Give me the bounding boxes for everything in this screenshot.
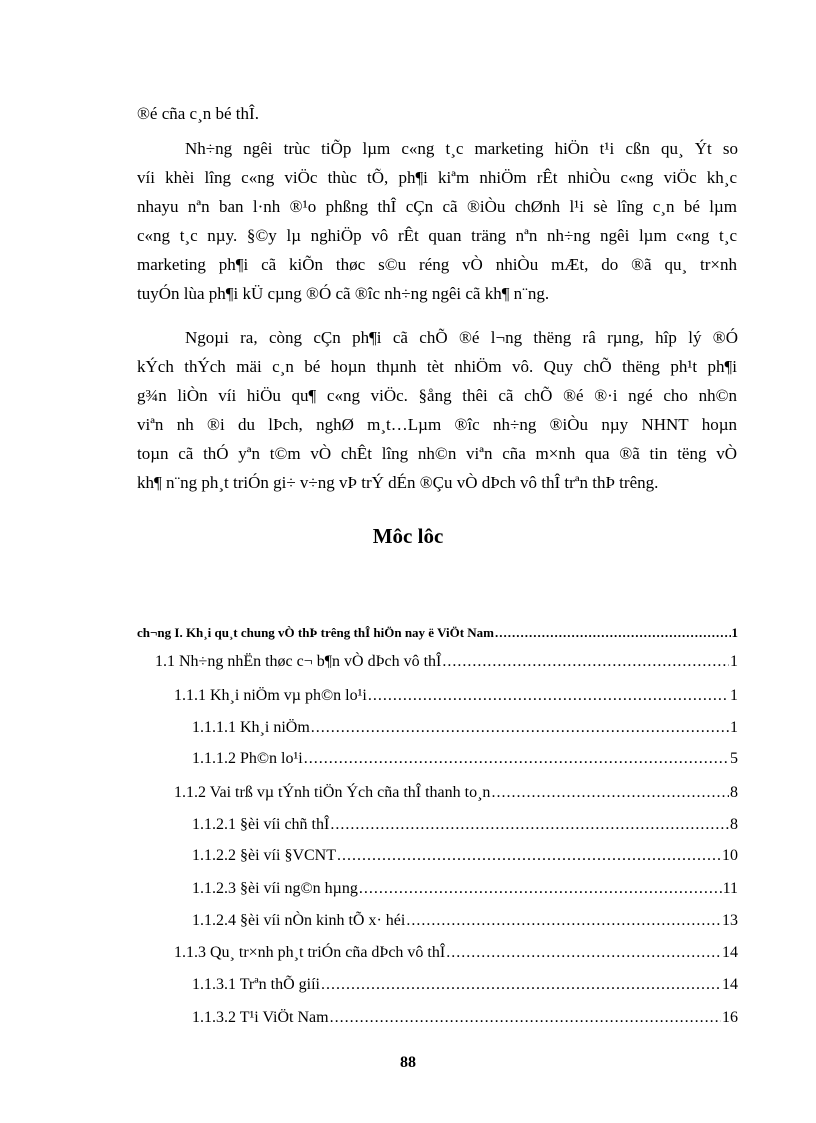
toc-entry[interactable] [174, 942, 738, 964]
toc-entry-page: 10 [722, 847, 738, 864]
body-text-line: kÝch thÝch mäi c¸n bé hoµn thµnh tèt nhiÖm vô. Quy chÕ thëng ph¹t ph¶i [137, 357, 737, 376]
toc-entry-page: 16 [722, 1009, 738, 1026]
toc-leader-dots [368, 685, 729, 707]
toc-entry-label: 1.1.2.2 §èi víi §VCNT [192, 847, 336, 864]
toc-entry-page: 8 [730, 784, 738, 801]
toc-leader-dots [406, 910, 721, 932]
toc-entry-page: 1 [730, 653, 738, 670]
toc-leader-dots [337, 845, 721, 867]
toc-entry-label: 1.1 Nh÷ng nhËn thøc c¬ b¶n vÒ dÞch vô thÎ [155, 653, 442, 670]
body-text-line: Nh÷ng ngêi trùc tiÕp lµm c«ng t¸c marketing hiÖn t¹i cßn qu¸ Ýt so [185, 139, 738, 158]
toc-entry-page: 13 [722, 912, 738, 929]
toc-entry-label: 1.1.1.1 Kh¸i niÖm [192, 719, 310, 736]
toc-entry-page: 8 [730, 816, 738, 833]
toc-heading: Môc lôc [372, 524, 444, 548]
toc-entry[interactable] [192, 845, 738, 867]
toc-entry-label: 1.1.2 Vai trß vµ tÝnh tiÖn Ých cña thÎ thanh to¸n [174, 784, 491, 801]
toc-leader-dots [304, 748, 729, 770]
toc-entry[interactable] [174, 685, 738, 707]
toc-entry-label: ch¬ng I. Kh¸i qu¸t chung vÒ thÞ trêng thÎ hiÖn nay ë ViÖt Nam [137, 625, 495, 640]
body-text-line: tuyÓn lùa ph¶i kÜ cµng ®Ó cã ®îc nh÷ng ngêi cã kh¶ n¨ng. [137, 284, 550, 303]
toc-leader-dots [446, 942, 721, 964]
toc-entry[interactable] [192, 974, 738, 996]
toc-entry-label: 1.1.1.2 Ph©n lo¹i [192, 750, 303, 767]
toc-entry-label: 1.1.3.1 Trªn thÕ giíi [192, 976, 320, 993]
toc-entry-label: 1.1.2.1 §èi víi chñ thÎ [192, 816, 330, 833]
body-text-line: marketing ph¶i cã kiÕn thøc s©u réng vÒ nhiÒu mÆt, do ®ã qu¸ tr×nh [137, 255, 737, 274]
toc-entry-label: 1.1.3 Qu¸ tr×nh ph¸t triÓn cña dÞch vô thÎ [174, 944, 446, 961]
toc-entry-page: 5 [730, 750, 738, 767]
toc-entry-label: 1.1.1 Kh¸i niÖm vµ ph©n lo¹i [174, 687, 367, 704]
body-text-line: c«ng t¸c nµy. §©y lµ nghiÖp vô rÊt quan träng nªn nh÷ng ngêi lµm c«ng t¸c [137, 226, 737, 245]
toc-entry[interactable] [137, 622, 738, 644]
toc-leader-dots [491, 782, 729, 804]
toc-leader-dots [359, 878, 722, 900]
toc-entry[interactable] [192, 748, 738, 770]
toc-entry[interactable] [192, 878, 738, 900]
toc-entry[interactable] [174, 782, 738, 804]
toc-entry[interactable] [192, 910, 738, 932]
body-text-line: nhayu nªn ban l·nh ®¹o phßng thÎ cÇn cã ®iÒu chØnh l¹i sè lîng c¸n bé lµm [137, 197, 737, 216]
body-text-line: g¾n liÒn víi hiÖu qu¶ c«ng viÖc. §ång thêi cã chÕ ®é ®·i ngé cho nh©n [137, 386, 737, 405]
toc-entry[interactable] [192, 814, 738, 836]
toc-leader-dots [442, 651, 729, 673]
body-text-line: víi khèi lîng c«ng viÖc thùc tÕ, ph¶i kiªm nhiÖm rÊt nhiÒu c«ng viÖc kh¸c [137, 168, 737, 187]
toc-leader-dots [495, 622, 730, 644]
toc-entry-page: 1 [731, 625, 738, 640]
toc-entry[interactable] [155, 651, 738, 673]
body-text-line: kh¶ n¨ng ph¸t triÓn gi÷ v÷ng vÞ trÝ dÉn ®Çu vÒ dÞch vô thÎ trªn thÞ trêng. [137, 473, 659, 492]
toc-entry-page: 1 [730, 719, 738, 736]
toc-leader-dots [330, 814, 729, 836]
toc-entry-page: 14 [722, 976, 738, 993]
toc-entry-page: 14 [722, 944, 738, 961]
toc-entry-label: 1.1.2.3 §èi víi ng©n hµng [192, 880, 358, 897]
toc-entry-page: 11 [722, 880, 738, 897]
toc-entry-page: 1 [730, 687, 738, 704]
toc-entry-label: 1.1.2.4 §èi víi nÒn kinh tÕ x· héi [192, 912, 406, 929]
body-text-line: toµn cã thÓ yªn t©m vÒ chÊt lîng nh©n viªn cña m×nh qua ®ã tin tëng vÒ [137, 444, 737, 463]
page-number: 88 [400, 1054, 416, 1071]
body-text-line: ®é cña c¸n bé thÎ. [137, 104, 259, 123]
toc-leader-dots [311, 717, 729, 739]
body-text-line: viªn nh ®i du lÞch, nghØ m¸t…Lµm ®îc nh÷ng ®iÒu nµy NHNT hoµn [137, 415, 737, 434]
toc-entry[interactable] [192, 1007, 738, 1029]
toc-entry[interactable] [192, 717, 738, 739]
toc-entry-label: 1.1.3.2 T¹i ViÖt Nam [192, 1009, 329, 1026]
toc-leader-dots [330, 1007, 721, 1029]
toc-leader-dots [321, 974, 721, 996]
body-text-line: Ngoµi ra, còng cÇn ph¶i cã chÕ ®é l¬ng thëng râ rµng, hîp lý ®Ó [185, 328, 738, 347]
